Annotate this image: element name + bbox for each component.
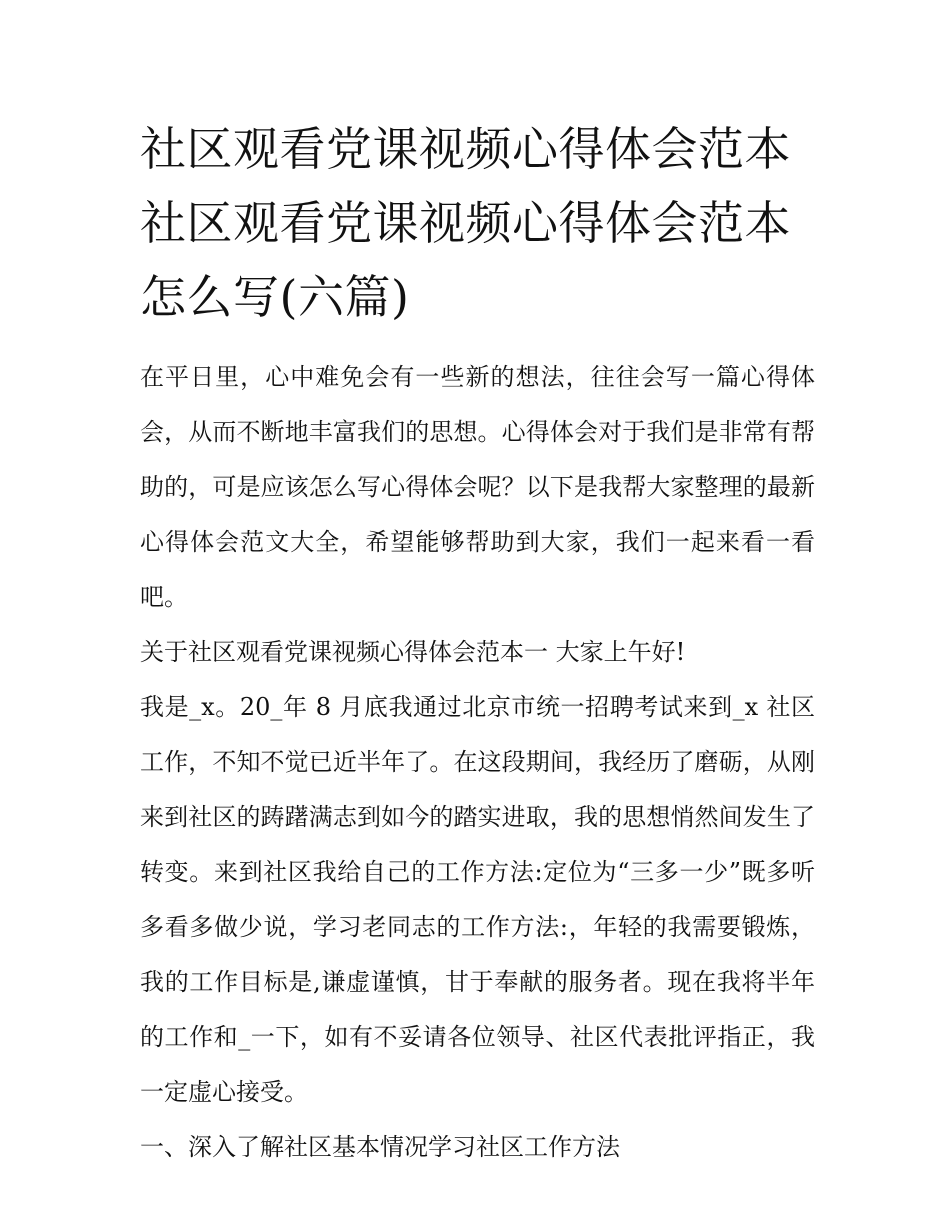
document-body bbox=[140, 350, 815, 1175]
section-heading-paragraph: 关于社区观看党课视频心得体会范本一 大家上午好! bbox=[140, 638, 686, 666]
speech-paragraph: 我是_x。20_年 8 月底我通过北京市统一招聘考试来到_x 社区工作，不知不觉已近半年了。在这段期间，我经历了磨砺，从刚来到社区的踌躇满志到如今的踏实进取，我的思想悄然间发生了转变。来到社区我给自己的工作方法:定位为“三多一少”既多听多看多做少说，学习老同志的工作方法:，年轻的我需要锻炼，我的工作目标是,谦虚谨慎，甘于奉献的服务者。现在我将半年的工作和_一下，如有不妥请各位领导、社区代表批评指正，我一定虚心接受。 bbox=[140, 693, 815, 1106]
document-title: 社区观看党课视频心得体会范本 社区观看党课视频心得体会范本怎么写(六篇) bbox=[140, 122, 791, 324]
subsection-heading: 一、深入了解社区基本情况学习社区工作方法 bbox=[140, 1133, 620, 1161]
intro-paragraph: 在平日里，心中难免会有一些新的想法，往往会写一篇心得体会，从而不断地丰富我们的思想。心得体会对于我们是非常有帮助的，可是应该怎么写心得体会呢？以下是我帮大家整理的最新心得体会范文大全，希望能够帮助到大家，我们一起来看一看吧。 bbox=[140, 363, 815, 611]
